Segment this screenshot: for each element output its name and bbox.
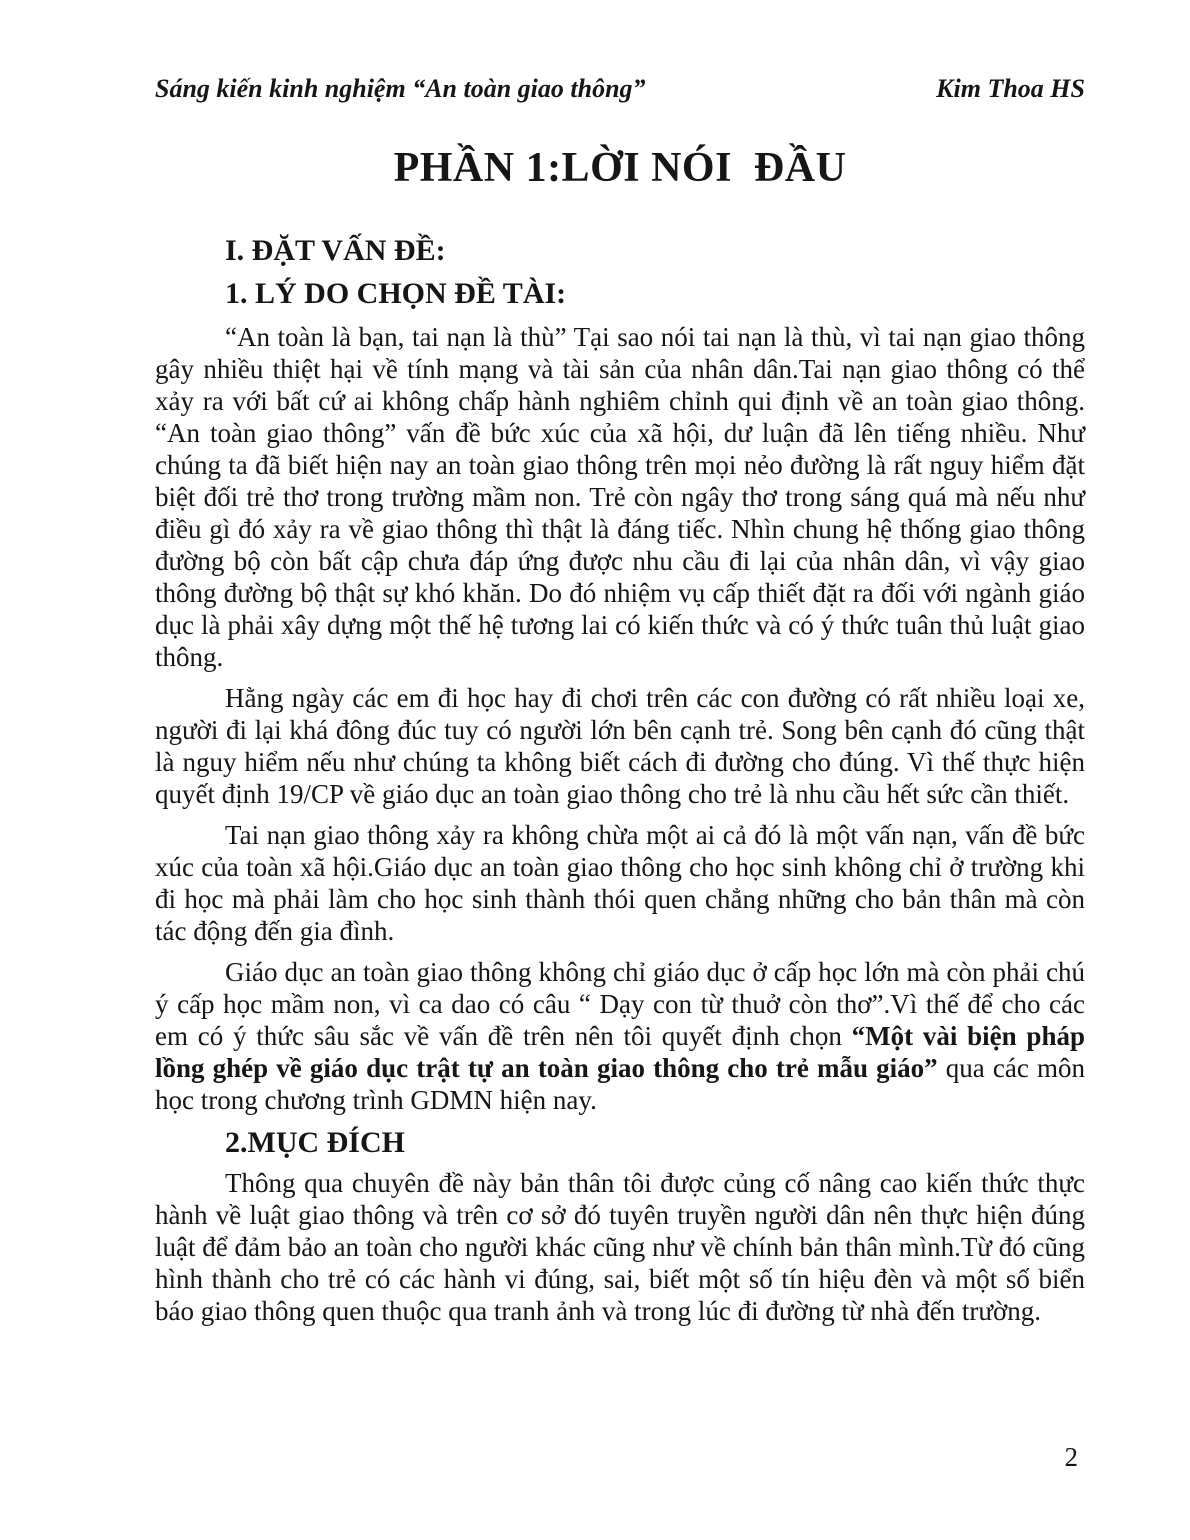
page-content xyxy=(155,72,1085,1336)
header-title: Sáng kiến kinh nghiệm “An toàn giao thông” xyxy=(155,74,646,103)
page-header xyxy=(155,72,1085,105)
paragraph-3: Tai nạn giao thông xảy ra không chừa một ai cả đó là một vấn nạn, vấn đề bức xúc của toàn xã hội.Giáo dục an toàn giao thông cho học sinh không chỉ ở trường khi đi học mà phải làm cho học sinh thành thói quen chẳng những cho bản thân mà còn tác động đến gia đình. xyxy=(155,820,1085,946)
paragraph-4-text-end: qua các môn học trong chương trình GDMN hiện nay. xyxy=(155,1053,1086,1115)
subsection-2-heading: 2.MỤC ĐÍCH xyxy=(225,1126,405,1159)
header-author: Kim Thoa HS xyxy=(936,74,1085,103)
subsection-1-heading: 1. LÝ DO CHỌN ĐỀ TÀI: xyxy=(225,277,567,310)
paragraph-5: Thông qua chuyên đề này bản thân tôi được củng cố nâng cao kiến thức thực hành về luật giao thông và trên cơ sở đó tuyên truyền người dân nên thực hiện đúng luật để đảm bảo an toàn cho người khác cũng như về chính bản thân mình.Từ đó cũng hình thành cho trẻ có các hành vi đúng, sai, biết một số tín hiệu đèn và một số biển báo giao thông quen thuộc qua tranh ảnh và trong lúc đi đường từ nhà đến trường. xyxy=(155,1168,1085,1326)
main-title: PHẦN 1:LỜI NÓI ĐẦU xyxy=(393,145,847,191)
section-1-heading: I. ĐẶT VẤN ĐỀ: xyxy=(225,234,446,267)
paragraph-1: “An toàn là bạn, tai nạn là thù” Tại sao nói tai nạn là thù, vì tai nạn giao thông gây nhiều thiệt hại về tính mạng và tài sản của nhân dân.Tai nạn giao thông có thể xảy ra với bất cứ ai không chấp hành nghiêm chỉnh qui định về an toàn giao thông. “An toàn giao thông” vấn đề bức xúc của xã hội, dư luận đã lên tiếng nhiều. Như chúng ta đã biết hiện nay an toàn giao thông trên mọi nẻo đường là rất nguy hiểm đặt biệt đối trẻ thơ trong trường mầm non. Trẻ còn ngây thơ trong sáng quá mà nếu như điều gì đó xảy ra về giao thông thì thật là đáng tiếc. Nhìn chung hệ thống giao thông đường bộ còn bất cập chưa đáp ứng được nhu cầu đi lại của nhân dân, vì vậy giao thông đường bộ thật sự khó khăn. Do đó nhiệm vụ cấp thiết đặt ra đối với ngành giáo dục là phải xây dựng một thế hệ tương lai có kiến thức và có ý thức tuân thủ luật giao thông. xyxy=(155,322,1085,672)
paragraph-4-bold-topic: “Một vài biện pháp lồng ghép về giáo dục trật tự an toàn giao thông cho trẻ mẫu giáo” xyxy=(155,1021,1085,1083)
page-number: 2 xyxy=(1064,1442,1078,1472)
spacer xyxy=(155,312,1085,321)
paragraph-4 xyxy=(155,956,1085,1116)
paragraph-4-text: Giáo dục an toàn giao thông không chỉ giáo dục ở cấp học lớn mà còn phải chú ý cấp học mầm non, vì ca dao có câu “ Dạy con từ thuở còn thơ”.Vì thế để cho các em có ý thức sâu sắc về vấn đề trên nên tôi quyết định chọn xyxy=(155,957,1085,1051)
paragraph-2: Hằng ngày các em đi học hay đi chơi trên các con đường có rất nhiều loại xe, người đi lại khá đông đúc tuy có người lớn bên cạnh trẻ. Song bên cạnh đó cũng thật là nguy hiểm nếu như chúng ta không biết cách đi đường cho đúng. Vì thế thực hiện quyết định 19/CP về giáo dục an toàn giao thông cho trẻ là nhu cầu hết sức cần thiết. xyxy=(155,683,1085,809)
